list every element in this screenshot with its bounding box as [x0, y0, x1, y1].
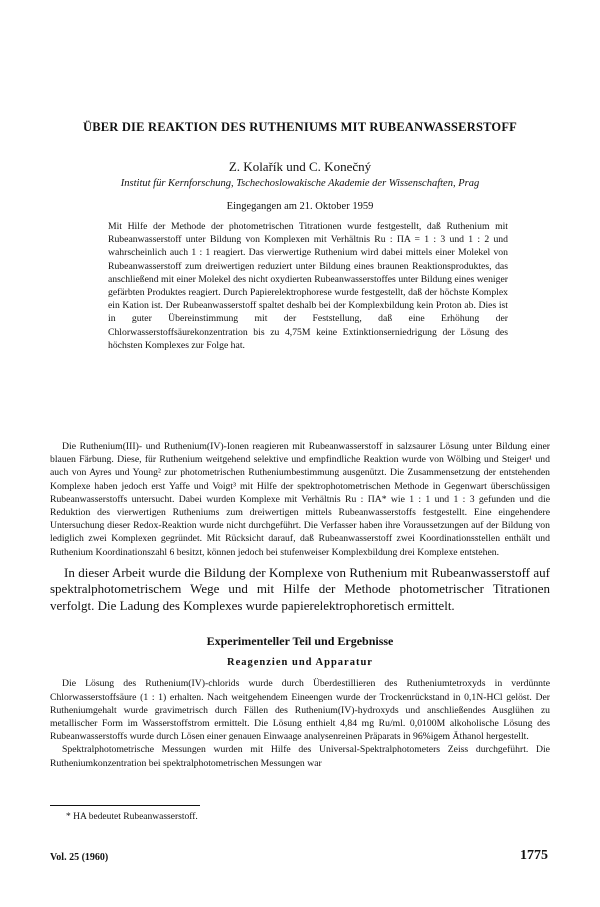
footnote-rule [50, 805, 200, 806]
aim-paragraph: In dieser Arbeit wurde die Bildung der Komplexe von Ruthenium mit Rubeanwasserstoff auf spektralphotometrischem Wege und mit Hilfe der Methode photometrischer Titrationen verfolgt. Die Ladung des Komplexes wurde papierelektrophoretisch ermittelt. [50, 564, 550, 613]
paper-title: ÜBER DIE REAKTION DES RUTHENIUMS MIT RUBEANWASSERSTOFF [82, 120, 518, 134]
affiliation: Institut für Kernforschung, Tschechoslowakische Akademie der Wissenschaften, Prag [120, 178, 480, 189]
abstract: Mit Hilfe der Methode der photometrischen Titrationen wurde festgestellt, daß Ruthenium mit Rubeanwasserstoff unter Bildung von Komplexen mit Verhältnis Ru : ΠA = 1 : 3 und 1 : 2 und wahrscheinlich auch 1 : 1 reagiert. Das vierwertige Ruthenium wird dabei mittels einer Molekel von Rubeanwasserstoff zum dreiwertigen reduziert unter Bildung eines braunen Reaktionsproduktes, das anschließend mit einer Molekel des nicht oxydierten Rubeanwasserstoffes unter Bildung eines weniger gefärbten Produktes reagiert. Durch Papierelektrophorese wurde festgestellt, daß der höchste Komplex ein Kation ist. Der Rubeanwasserstoff spaltet deshalb bei der Komplexbildung kein Proton ab. Dies ist in guter Übereinstimmung mit der Feststellung, daß eine Erhöhung der Chlorwasserstoffsäurekonzentration bis zu 4,75M keine Extinktionserniedrigung der Lösung des höchsten Komplexes zur Folge hat. [108, 221, 508, 351]
received-date: Eingegangen am 21. Oktober 1959 [226, 201, 374, 212]
authors: Z. Kolařík und C. Konečný [228, 159, 372, 174]
subsection-heading: Reagenzien und Apparatur [227, 657, 373, 669]
page-number: 1775 [520, 848, 548, 863]
footnote: * HA bedeutet Rubeanwasserstoff. [66, 812, 198, 822]
journal-volume: Vol. 25 (1960) [50, 852, 109, 863]
apparatus-paragraph: Spektralphotometrische Messungen wurden mit Hilfe des Universal-Spektralphotometers Zeiss durchgeführt. Die Rutheniumkonzentration bei spektralphotometrischen Messungen war [50, 744, 550, 769]
intro-paragraph: Die Ruthenium(III)- und Ruthenium(IV)-Ionen reagieren mit Rubeanwasserstoff in salzsaurer Lösung unter Bildung einer blauen Färbung. Diese, für Ruthenium weitgehend selektive und empfindliche Reaktion wurde von Wölbing und Steiger¹ und auch von Ayres und Young² zur photometrischen Rutheniumbestimmung ausgenützt. Die Zusammensetzung der entstehenden Komplexe haben jedoch erst Yaffe und Voigt³ mit Hilfe der spektrophotometrischen Methode in Gegenwart überschüssigen Rubeanwasserstoffs untersucht. Dabei wurden Komplexe mit Verhältnis Ru : ΠA* wie 1 : 1 und 1 : 3 gefunden und die Reduktion des vierwertigen Rutheniums zum dreiwertigen mittels Rubeanwasserstoffs festgestellt. Eine eingehendere Untersuchung dieser Redox-Reaktion wurde nicht durchgeführt. Die Verfasser haben ihre Voraussetzungen auf der Bildung von lediglich zwei Komplexen gegründet. Mit Rücksicht darauf, daß Rubeanwasserstoff zwei Koordinationsstellen enthält und Ruthenium Koordinationszahl 6 besitzt, können jedoch bei stufenweiser Komplexbildung drei Komplexe entstehen. [50, 441, 550, 558]
reagents-paragraph: Die Lösung des Ruthenium(IV)-chlorids wurde durch Überdestillieren des Rutheniumtetroxyds in verdünnte Chlorwasserstoffsäure (1 : 1) erhalten. Nach weitgehendem Eineengen wurde der Trockenrückstand in 0,1N-HCl gelöst. Der Rutheniumgehalt wurde gravimetrisch durch Fällen des Ruthenium(IV)-hydroxyds und anschließendes Ausglühen zu metallischer Form im Wasserstoffstrom ermittelt. Die Lösung enthielt 4,84 mg Ru/ml. 0,0100M alkoholische Lösung des Rubeanwasserstoffs wurde durch Lösen einer genauen Einwaage analysenreinen Präparats in 96%igem Äthanol hergestellt. [50, 678, 550, 743]
section-heading: Experimenteller Teil und Ergebnisse [206, 634, 394, 649]
